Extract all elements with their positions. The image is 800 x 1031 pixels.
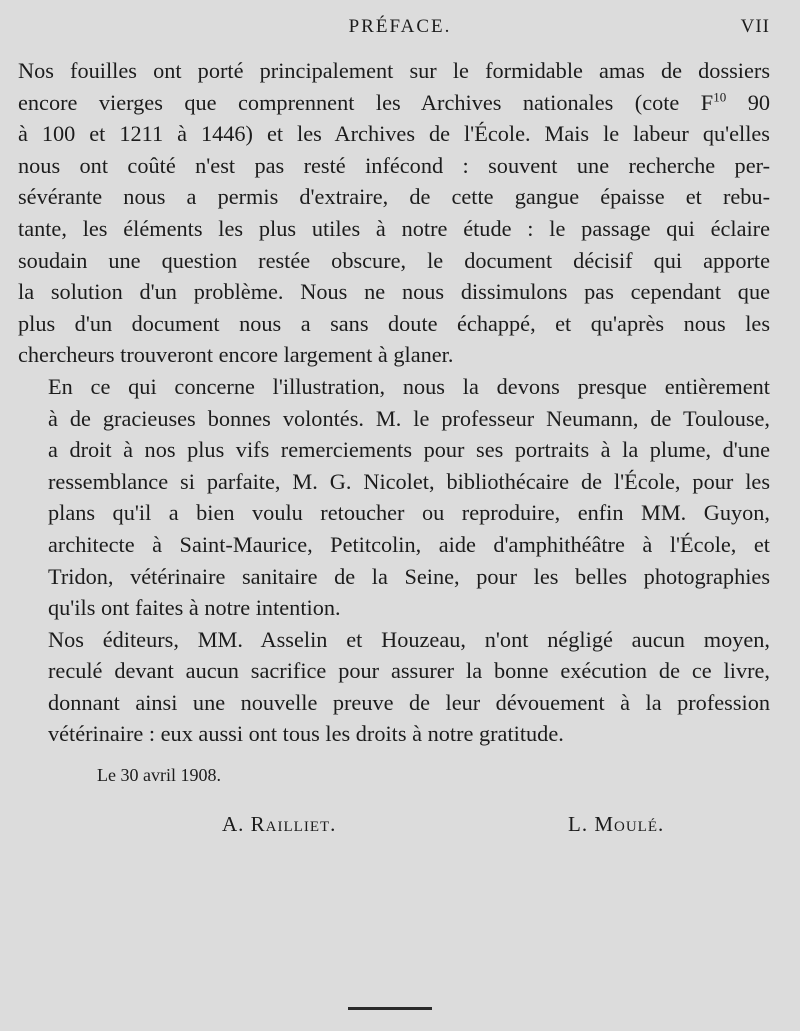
text-line: qu'ils ont faites à notre intention.: [48, 595, 341, 621]
text-line: ressemblance si parfaite, M. G. Nicolet, bibliothécaire de l'École, pour les: [48, 468, 770, 494]
text-line: la solution d'un problème. Nous ne nous dissimulons pas cependant que: [18, 279, 770, 305]
text-line: plus d'un document nous a sans doute échappé, et qu'après nous les: [18, 310, 770, 336]
text-line: architecte à Saint-Maurice, Petitcolin, aide d'amphithéâtre à l'École, et: [48, 531, 770, 557]
closing-rule: [348, 1007, 432, 1010]
text-line: nous ont coûté n'est pas resté infécond : souvent une recherche per-: [18, 152, 770, 178]
paragraph-sources: [18, 55, 770, 371]
text-line: à de gracieuses bonnes volontés. M. le professeur Neumann, de Toulouse,: [48, 405, 770, 431]
text-line: soudain une question restée obscure, le document décisif qui apporte: [18, 247, 770, 273]
text-line: [18, 87, 770, 119]
running-title: PRÉFACE.: [348, 16, 452, 37]
text-line: sévérante nous a permis d'extraire, de cette gangue épaisse et rebu-: [18, 184, 770, 210]
text-line: à 100 et 1211 à 1446) et les Archives de l'École. Mais le labeur qu'elles: [18, 121, 770, 147]
text-line: vétérinaire : eux aussi ont tous les droits à notre gratitude.: [48, 721, 564, 747]
text-line: Tridon, vétérinaire sanitaire de la Seine, pour les belles photographies: [48, 563, 770, 589]
dateline: Le 30 avril 1908.: [97, 765, 221, 785]
superscript: 10: [713, 89, 727, 105]
text-line-part: 90: [726, 89, 770, 115]
paragraph-illustration: [18, 371, 770, 624]
text-line: a droit à nos plus vifs remerciements pour ses portraits à la plume, d'une: [48, 437, 770, 463]
text-line-part: encore vierges que comprennent les Archives nationales (cote F: [18, 89, 714, 115]
text-line: plans qu'il a bien voulu retoucher ou reproduire, enfin MM. Guyon,: [48, 500, 770, 526]
text-line: Nos fouilles ont porté principalement sur le formidable amas de dossiers: [18, 58, 770, 83]
signatures: [0, 812, 800, 842]
signature-railliet: A. Railliet.: [222, 812, 337, 836]
paragraph-publishers: [18, 624, 770, 750]
text-line: Nos éditeurs, MM. Asselin et Houzeau, n'ont négligé aucun moyen,: [48, 626, 770, 652]
page-number: VII: [740, 16, 770, 37]
text-line: En ce qui concerne l'illustration, nous la devons presque entièrement: [48, 373, 770, 399]
body-text: [18, 55, 770, 750]
text-line: tante, les éléments les plus utiles à notre étude : le passage qui éclaire: [18, 215, 770, 241]
running-head: [0, 16, 800, 46]
signature-moule: L. Moulé.: [568, 812, 665, 836]
text-line: donnant ainsi une nouvelle preuve de leur dévouement à la profession: [48, 689, 770, 715]
text-line: chercheurs trouveront encore largement à glaner.: [18, 342, 454, 368]
text-line: reculé devant aucun sacrifice pour assurer la bonne exécution de ce livre,: [48, 658, 770, 684]
